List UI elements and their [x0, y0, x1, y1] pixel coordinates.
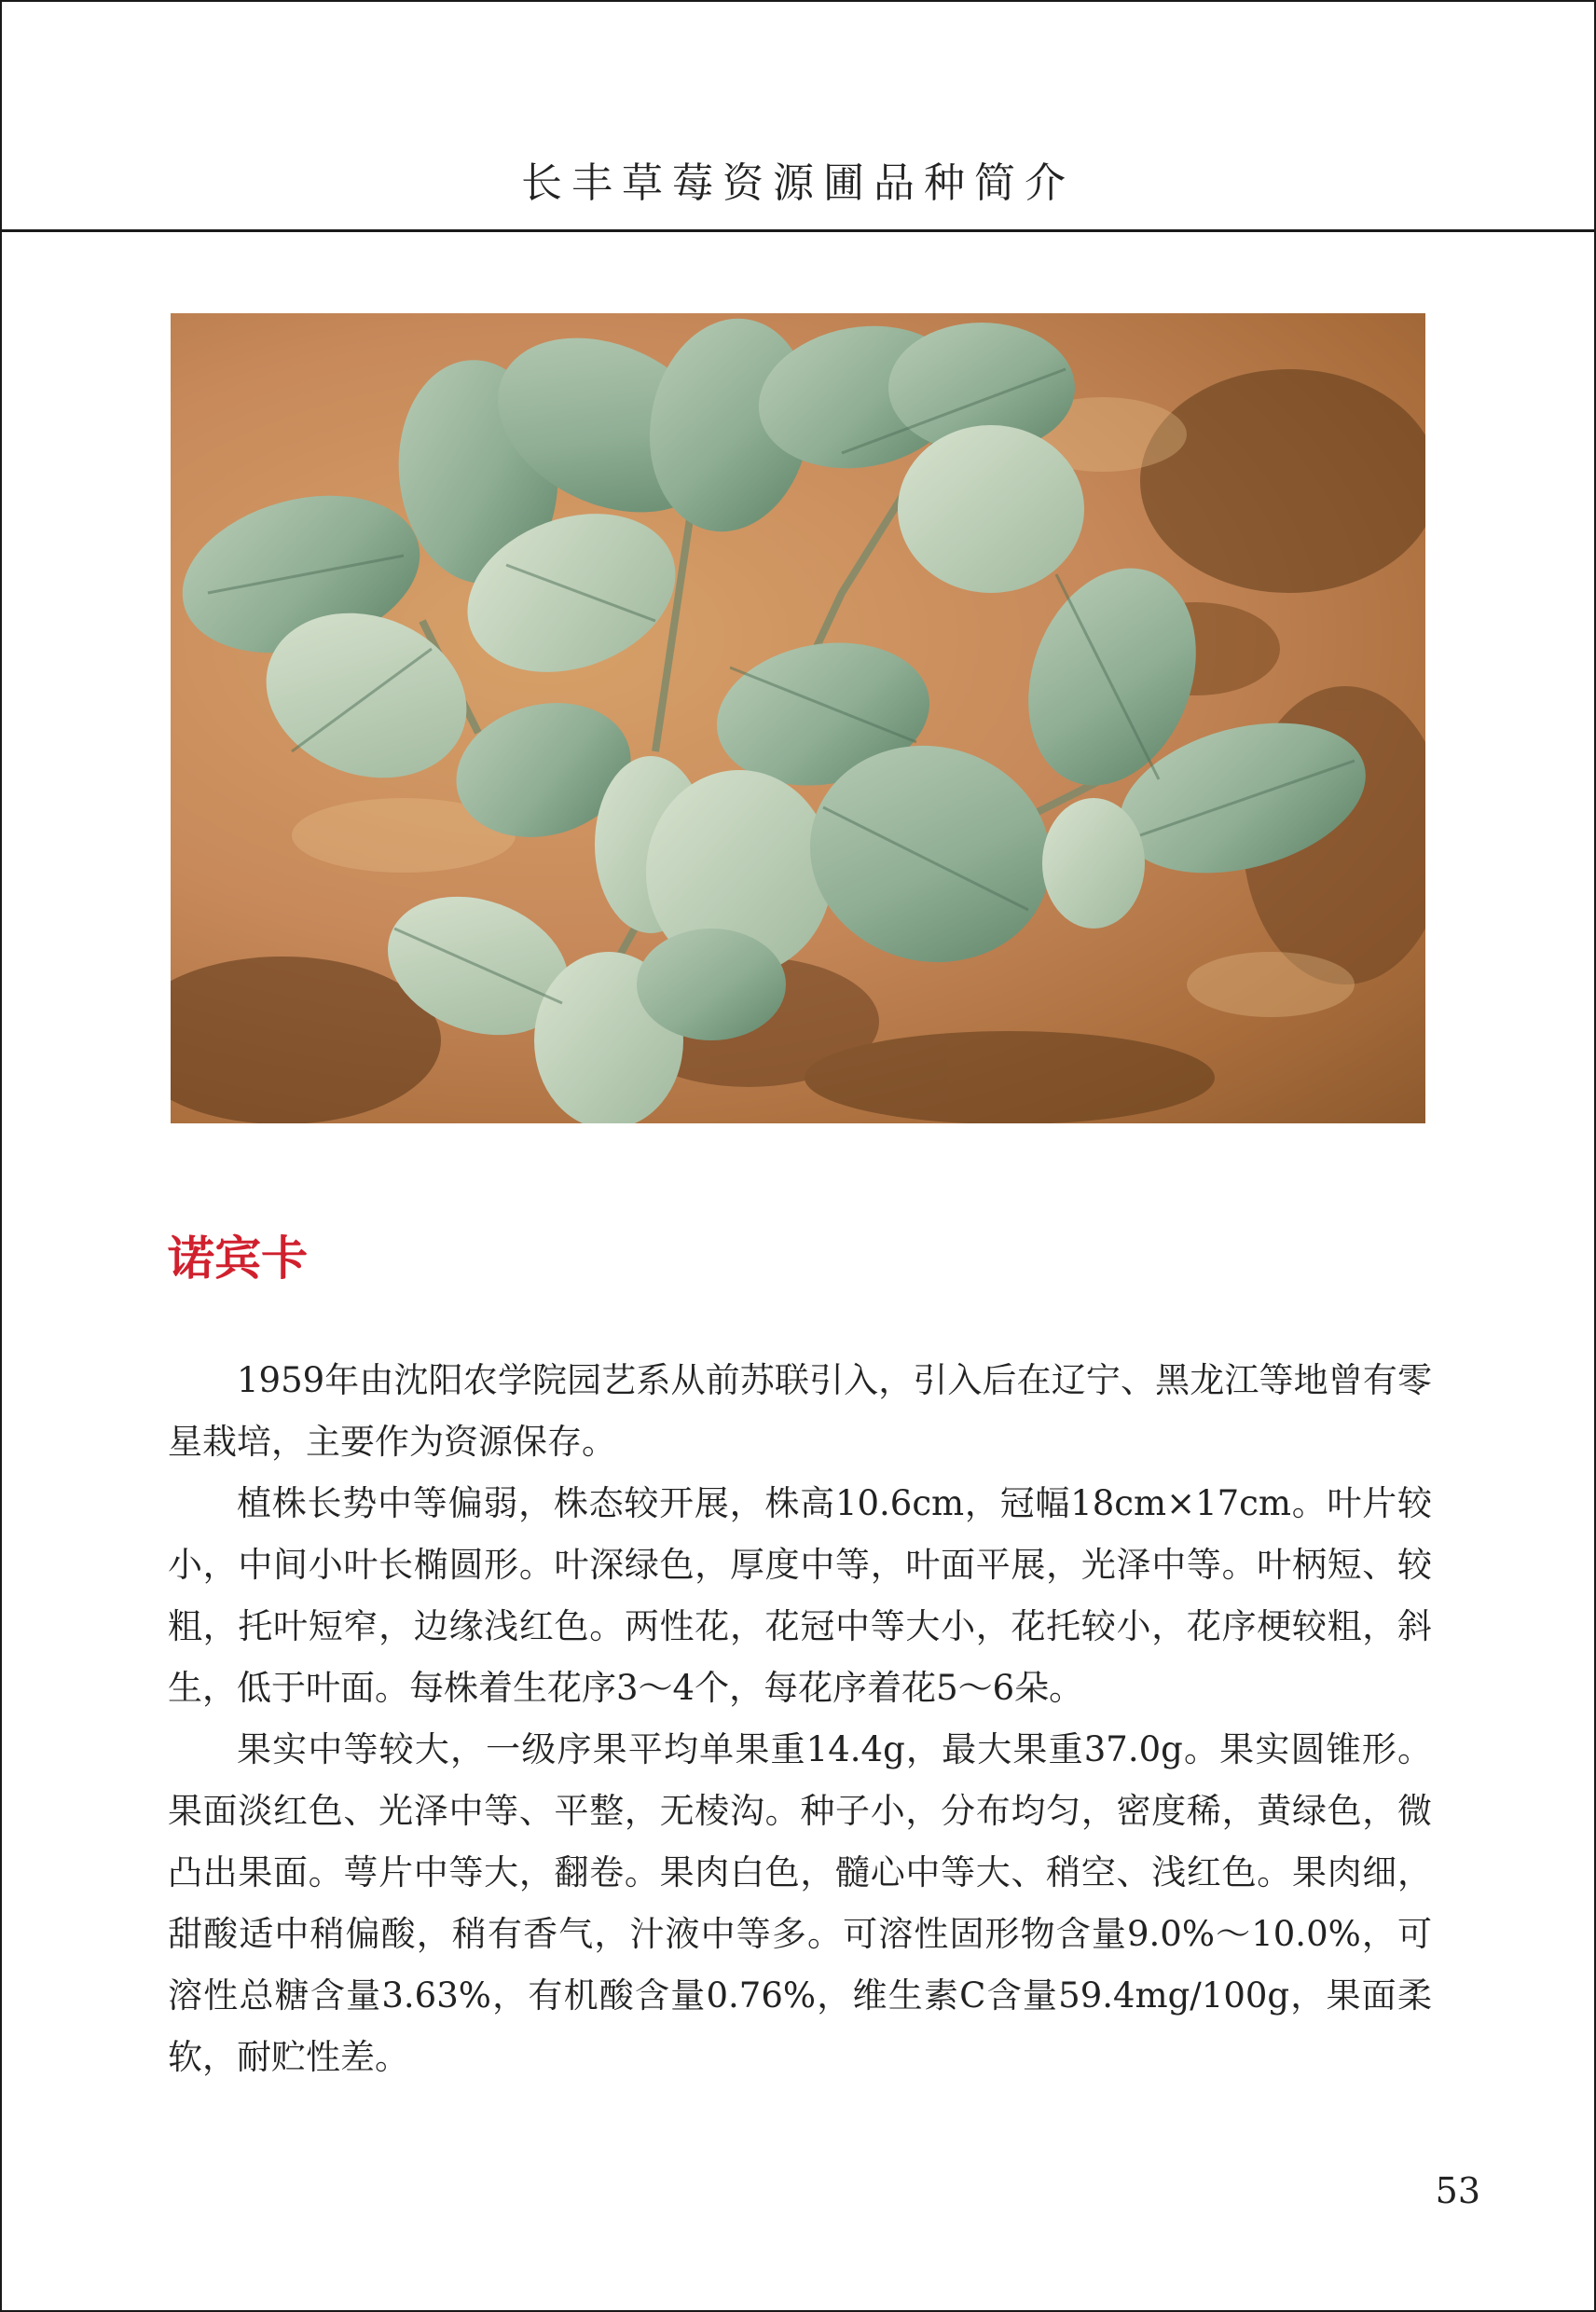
variety-title: 诺宾卡 [168, 1232, 308, 1286]
variety-description [168, 1350, 1432, 2088]
paragraph-origin: 1959年由沈阳农学院园艺系从前苏联引入，引入后在辽宁、黑龙江等地曾有零星栽培，主要作为资源保存。 [168, 1360, 1432, 1462]
header-divider [0, 229, 1596, 232]
paragraph-plant-traits: 植株长势中等偏弱，株态较开展，株高10.6cm，冠幅18cm×17cm。叶片较小，中间小叶长椭圆形。叶深绿色，厚度中等，叶面平展，光泽中等。叶柄短、较粗，托叶短窄，边缘浅红色。两性花，花冠中等大小，花托较小，花序梗较粗，斜生，低于叶面。每株着生花序3～4个，每花序着花5～6朵。 [168, 1483, 1432, 1708]
page-number: 53 [1435, 2170, 1480, 2211]
running-header: 长丰草莓资源圃品种简介 [521, 159, 1075, 207]
paragraph-fruit-traits: 果实中等较大，一级序果平均单果重14.4g，最大果重37.0g。果实圆锥形。果面淡红色、光泽中等、平整，无棱沟。种子小，分布均匀，密度稀，黄绿色，微凸出果面。萼片中等大，翻卷。果肉白色，髓心中等大、稍空、浅红色。果肉细，甜酸适中稍偏酸，稍有香气，汁液中等多。可溶性固形物含量9.0%～10.0%，可溶性总糖含量3.63%，有机酸含量0.76%，维生素C含量59.4mg/100g，果面柔软，耐贮性差。 [168, 1729, 1432, 2077]
strawberry-plant-photo [171, 313, 1425, 1123]
